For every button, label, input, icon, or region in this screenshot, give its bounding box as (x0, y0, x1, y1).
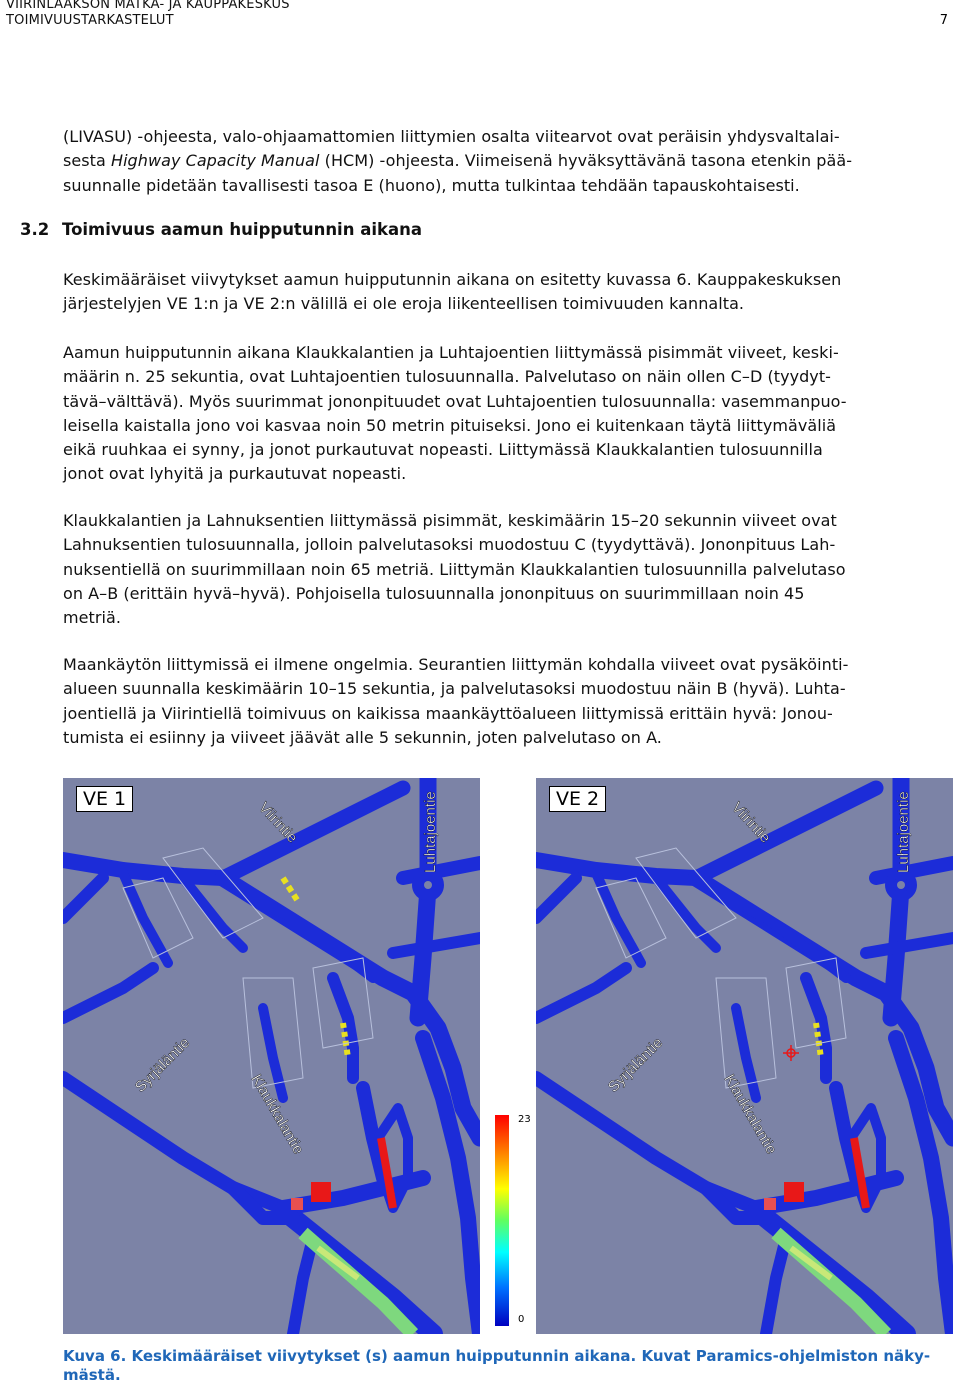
intro-line-2 (63, 149, 943, 173)
road-label-viirintie: Viirintie (255, 799, 301, 847)
p5-line-1: Maankäytön liittymissä ei ilmene ongelmia. Seurantien liittymän kohdalla viiveet ovat pysäköinti- (63, 655, 849, 674)
page-number: 7 (939, 13, 948, 28)
p3-line-3: tävä–välttävä). Myös suurimmat jononpituudet ovat Luhtajoentien tulosuunnalla: vasemmanpuo- (63, 391, 847, 411)
p5-line-3: joentiellä ja Viirintiellä toimivuus on kaikissa maankäyttöalueen liittymissä erittäin hyvä: Jonou- (63, 703, 833, 723)
p3-line-4: leisella kaistalla jono voi kasvaa noin 50 metrin pituiseksi. Jono ei kuitenkaan täytä liittymäväliä (63, 415, 837, 435)
section-heading (20, 220, 422, 239)
paragraph-5 (63, 653, 943, 750)
ve2-label: VE 2 (549, 786, 606, 812)
delay-color-legend (491, 1113, 530, 1330)
p4-line-3: nuksentiellä on suurimmillaan noin 65 metriä. Liittymän Klaukkalantien tulosuunnilla palvelutaso (63, 559, 846, 579)
p4-line-2: Lahnuksentien tulosuunnalla, jolloin palvelutasoksi muodostuu C (tyydyttävä). Jononpituus Lah- (63, 535, 836, 555)
p4-line-4: on A–B (erittäin hyvä–hyvä). Pohjoisella tulosuunnalla jononpituus on suurimmillaan noin 45 (63, 583, 805, 603)
p5-line-4: tumista ei esiinny ja viiveet jäävät alle 5 sekunnin, joten palvelutaso on A. (63, 727, 662, 747)
intro-text-b: (HCM) -ohjeesta. Viimeisenä hyväksyttävänä tasona etenkin pää- (319, 151, 853, 171)
section-number: 3.2 (20, 220, 50, 239)
p3-line-2: määrin n. 25 sekuntia, ovat Luhtajoentien tulosuunnalla. Palvelutaso on näin ollen C–D (tyydyt- (63, 367, 831, 387)
p3-line-1: Aamun huipputunnin aikana Klaukkalantien ja Luhtajoentien liittymässä pisimmät viiveet, keski- (63, 343, 839, 362)
road-label-syrjalantie: Syrjäläntie (131, 1034, 194, 1096)
road-name-labels-ve1 (63, 778, 480, 1334)
road-name-labels-ve2 (536, 778, 953, 1334)
map-panel-ve2 (536, 778, 953, 1334)
p5-line-2: alueen suunnalla keskimäärin 10–15 sekuntia, ja palvelutasoksi muodostuu näin B (hyvä). Luhta- (63, 679, 846, 699)
map-panel-ve1 (63, 778, 480, 1334)
paragraph-4 (63, 509, 943, 630)
p4-line-1: Klaukkalantien ja Lahnuksentien liittymässä pisimmät, keskimäärin 15–20 sekunnin viiveet ovat (63, 511, 837, 530)
intro-italic-title: Highway Capacity Manual (110, 151, 320, 171)
ve1-label: VE 1 (76, 786, 133, 812)
header-line-1: VIIRINLAAKSON MATKA- JA KAUPPAKESKUS (6, 0, 290, 12)
section-title: Toimivuus aamun huipputunnin aikana (62, 220, 422, 239)
legend-max-label: 23 (518, 1114, 531, 1125)
paragraph-3 (63, 341, 943, 487)
road-label-klaukkalantie: Klaukkalantie (247, 1071, 307, 1158)
road-label-viirintie: Viirintie (728, 799, 774, 847)
p2-line-1: Keskimääräiset viivytykset aamun huipputunnin aikana on esitetty kuvassa 6. Kauppakeskuksen (63, 270, 842, 289)
legend-color-bar (495, 1115, 509, 1326)
p2-line-2: järjestelyjen VE 1:n ja VE 2:n välillä ei ole eroja liikenteellisen toimivuuden kannalta. (63, 294, 745, 314)
caption-line-2: mästä. (63, 1366, 121, 1384)
p4-line-5: metriä. (63, 608, 121, 628)
header-line-2: TOIMIVUUSTARKASTELUT (6, 13, 174, 28)
road-label-klaukkalantie: Klaukkalantie (720, 1071, 780, 1158)
paragraph-2 (63, 268, 943, 317)
intro-line-3: suunnalle pidetään tavallisesti tasoa E (huono), mutta tulkintaa tehdään tapauskohtaisesti. (63, 175, 800, 195)
intro-line-1: (LIVASU) -ohjeesta, valo-ohjaamattomien liittymien osalta viitearvot ovat peräisin yhdysvaltalai- (63, 127, 840, 146)
road-label-syrjalantie: Syrjäläntie (604, 1034, 667, 1096)
intro-paragraph (63, 125, 943, 198)
p3-line-5: eikä ruuhkaa ei synny, ja jonot purkautuvat nopeasti. Liittymässä Klaukkalantien tulosuunnilla (63, 440, 823, 460)
p3-line-6: jonot ovat lyhyitä ja purkautuvat nopeasti. (63, 464, 407, 484)
intro-text-a: sesta (63, 151, 111, 171)
road-label-luhtajoentie: Luhtajoentie (422, 791, 439, 873)
road-label-luhtajoentie: Luhtajoentie (895, 791, 912, 873)
figure-caption (63, 1347, 943, 1385)
legend-min-label: 0 (518, 1314, 525, 1325)
caption-line-1: Kuva 6. Keskimääräiset viivytykset (s) aamun huipputunnin aikana. Kuvat Paramics-ohjelmiston näky- (63, 1347, 931, 1365)
running-header (6, 0, 290, 29)
